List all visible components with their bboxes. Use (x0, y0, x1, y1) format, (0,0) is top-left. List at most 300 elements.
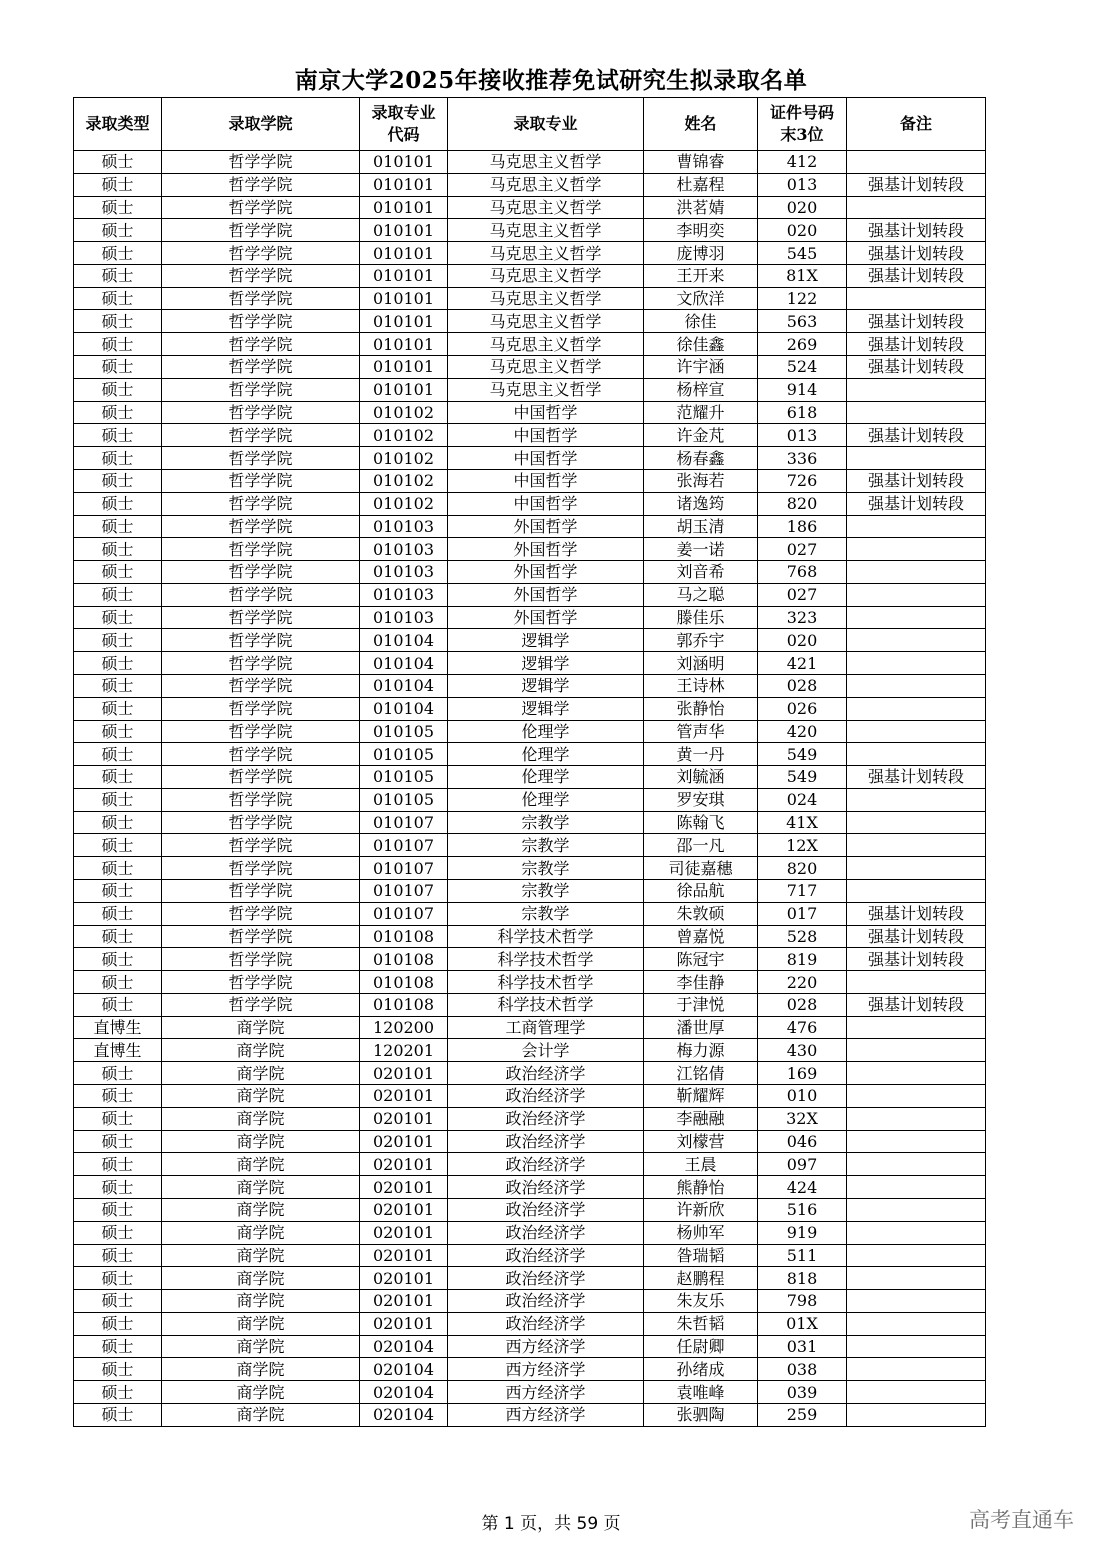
cell-college: 哲学学院 (162, 356, 360, 379)
footer-suffix: 页 (598, 1514, 621, 1534)
cell-major: 逻辑学 (448, 697, 644, 720)
cell-college: 商学院 (162, 1290, 360, 1313)
cell-id-last3: 818 (758, 1267, 847, 1290)
cell-major-code: 010104 (360, 652, 448, 675)
cell-remarks (847, 1403, 986, 1426)
cell-remarks (847, 1290, 986, 1313)
cell-name: 黄一丹 (644, 743, 758, 766)
cell-remarks (847, 697, 986, 720)
cell-major: 政治经济学 (448, 1198, 644, 1221)
cell-remarks (847, 1358, 986, 1381)
cell-college: 哲学学院 (162, 264, 360, 287)
cell-remarks: 强基计划转段 (847, 766, 986, 789)
table-row (74, 1039, 986, 1062)
cell-major-code: 010107 (360, 811, 448, 834)
cell-admission-type: 硕士 (74, 401, 162, 424)
cell-major-code: 020101 (360, 1062, 448, 1085)
cell-id-last3: 220 (758, 971, 847, 994)
footer-total-pages: 59 (576, 1514, 599, 1534)
cell-admission-type: 硕士 (74, 264, 162, 287)
table-row (74, 993, 986, 1016)
table-row (74, 515, 986, 538)
cell-college: 哲学学院 (162, 492, 360, 515)
cell-id-last3: 914 (758, 378, 847, 401)
cell-college: 商学院 (162, 1062, 360, 1085)
header-admission-type: 录取类型 (74, 98, 162, 151)
cell-major-code: 020101 (360, 1267, 448, 1290)
cell-name: 杨春鑫 (644, 447, 758, 470)
cell-admission-type: 硕士 (74, 287, 162, 310)
cell-major: 科学技术哲学 (448, 971, 644, 994)
cell-major-code: 020101 (360, 1244, 448, 1267)
cell-admission-type: 硕士 (74, 469, 162, 492)
table-row (74, 788, 986, 811)
cell-remarks (847, 538, 986, 561)
cell-major-code: 010101 (360, 378, 448, 401)
cell-major: 马克思主义哲学 (448, 333, 644, 356)
cell-remarks: 强基计划转段 (847, 242, 986, 265)
cell-name: 胡玉清 (644, 515, 758, 538)
cell-major-code: 010104 (360, 629, 448, 652)
cell-id-last3: 017 (758, 902, 847, 925)
cell-remarks (847, 1221, 986, 1244)
cell-major-code: 010103 (360, 606, 448, 629)
cell-remarks (847, 1335, 986, 1358)
cell-major-code: 010108 (360, 971, 448, 994)
cell-admission-type: 硕士 (74, 948, 162, 971)
cell-remarks (847, 1244, 986, 1267)
cell-college: 哲学学院 (162, 788, 360, 811)
cell-major: 伦理学 (448, 788, 644, 811)
cell-remarks: 强基计划转段 (847, 925, 986, 948)
cell-id-last3: 013 (758, 424, 847, 447)
cell-major: 西方经济学 (448, 1335, 644, 1358)
table-row (74, 173, 986, 196)
cell-id-last3: 412 (758, 151, 847, 174)
table-row (74, 1176, 986, 1199)
cell-admission-type: 硕士 (74, 1221, 162, 1244)
cell-major-code: 010102 (360, 424, 448, 447)
cell-remarks (847, 743, 986, 766)
cell-name: 赵鹏程 (644, 1267, 758, 1290)
cell-id-last3: 81X (758, 264, 847, 287)
cell-college: 商学院 (162, 1403, 360, 1426)
cell-id-last3: 819 (758, 948, 847, 971)
table-row (74, 492, 986, 515)
cell-college: 哲学学院 (162, 811, 360, 834)
table-row (74, 356, 986, 379)
cell-admission-type: 硕士 (74, 857, 162, 880)
table-row (74, 971, 986, 994)
cell-major-code: 010101 (360, 242, 448, 265)
cell-college: 哲学学院 (162, 242, 360, 265)
cell-name: 洪茗婧 (644, 196, 758, 219)
cell-remarks (847, 151, 986, 174)
cell-admission-type: 硕士 (74, 629, 162, 652)
table-row (74, 1062, 986, 1085)
cell-college: 哲学学院 (162, 196, 360, 219)
cell-admission-type: 硕士 (74, 196, 162, 219)
cell-admission-type: 硕士 (74, 1290, 162, 1313)
cell-major-code: 020104 (360, 1358, 448, 1381)
cell-id-last3: 020 (758, 196, 847, 219)
cell-remarks (847, 629, 986, 652)
cell-remarks (847, 1016, 986, 1039)
cell-admission-type: 硕士 (74, 515, 162, 538)
cell-id-last3: 820 (758, 857, 847, 880)
cell-major-code: 020101 (360, 1130, 448, 1153)
cell-admission-type: 硕士 (74, 606, 162, 629)
cell-major-code: 010105 (360, 766, 448, 789)
cell-name: 庞博羽 (644, 242, 758, 265)
cell-major-code: 020101 (360, 1198, 448, 1221)
cell-major-code: 020104 (360, 1381, 448, 1404)
cell-remarks (847, 606, 986, 629)
cell-remarks (847, 652, 986, 675)
cell-name: 潘世厚 (644, 1016, 758, 1039)
cell-name: 刘音希 (644, 561, 758, 584)
table-row (74, 264, 986, 287)
cell-id-last3: 726 (758, 469, 847, 492)
cell-major-code: 120200 (360, 1016, 448, 1039)
cell-id-last3: 820 (758, 492, 847, 515)
cell-name: 李佳静 (644, 971, 758, 994)
cell-remarks (847, 971, 986, 994)
cell-remarks (847, 1198, 986, 1221)
cell-major: 政治经济学 (448, 1290, 644, 1313)
footer-page-number: 1 (503, 1514, 515, 1534)
table-row (74, 652, 986, 675)
cell-name: 罗安琪 (644, 788, 758, 811)
cell-remarks: 强基计划转段 (847, 492, 986, 515)
cell-admission-type: 硕士 (74, 492, 162, 515)
cell-name: 袁唯峰 (644, 1381, 758, 1404)
cell-id-last3: 430 (758, 1039, 847, 1062)
cell-college: 商学院 (162, 1016, 360, 1039)
cell-major: 政治经济学 (448, 1085, 644, 1108)
cell-major-code: 010102 (360, 401, 448, 424)
cell-admission-type: 硕士 (74, 1062, 162, 1085)
cell-college: 商学院 (162, 1198, 360, 1221)
cell-major: 中国哲学 (448, 401, 644, 424)
cell-name: 靳耀辉 (644, 1085, 758, 1108)
cell-id-last3: 798 (758, 1290, 847, 1313)
cell-major: 马克思主义哲学 (448, 310, 644, 333)
table-row (74, 583, 986, 606)
cell-remarks (847, 561, 986, 584)
cell-name: 王晨 (644, 1153, 758, 1176)
cell-remarks (847, 857, 986, 880)
cell-admission-type: 硕士 (74, 674, 162, 697)
cell-college: 商学院 (162, 1335, 360, 1358)
cell-remarks (847, 1176, 986, 1199)
cell-college: 哲学学院 (162, 151, 360, 174)
cell-name: 诸逸筠 (644, 492, 758, 515)
table-row (74, 561, 986, 584)
cell-college: 哲学学院 (162, 766, 360, 789)
cell-admission-type: 硕士 (74, 219, 162, 242)
cell-name: 司徒嘉穗 (644, 857, 758, 880)
cell-major: 宗教学 (448, 834, 644, 857)
table-row (74, 1267, 986, 1290)
cell-major: 科学技术哲学 (448, 993, 644, 1016)
cell-college: 哲学学院 (162, 902, 360, 925)
cell-remarks (847, 1039, 986, 1062)
cell-name: 许新欣 (644, 1198, 758, 1221)
cell-major-code: 020101 (360, 1176, 448, 1199)
cell-major: 伦理学 (448, 743, 644, 766)
cell-admission-type: 硕士 (74, 925, 162, 948)
cell-remarks: 强基计划转段 (847, 469, 986, 492)
cell-college: 哲学学院 (162, 515, 360, 538)
table-row (74, 948, 986, 971)
cell-name: 许宇涵 (644, 356, 758, 379)
cell-major-code: 010101 (360, 310, 448, 333)
cell-name: 杨梓宣 (644, 378, 758, 401)
cell-major: 马克思主义哲学 (448, 287, 644, 310)
cell-id-last3: 476 (758, 1016, 847, 1039)
cell-major: 伦理学 (448, 766, 644, 789)
table-row (74, 629, 986, 652)
cell-college: 哲学学院 (162, 971, 360, 994)
cell-id-last3: 010 (758, 1085, 847, 1108)
cell-major-code: 010105 (360, 743, 448, 766)
cell-name: 管声华 (644, 720, 758, 743)
cell-id-last3: 046 (758, 1130, 847, 1153)
cell-remarks (847, 1085, 986, 1108)
cell-major-code: 010101 (360, 287, 448, 310)
table-row (74, 538, 986, 561)
cell-major-code: 010103 (360, 538, 448, 561)
cell-admission-type: 硕士 (74, 697, 162, 720)
cell-id-last3: 420 (758, 720, 847, 743)
cell-admission-type: 硕士 (74, 971, 162, 994)
cell-name: 刘檬营 (644, 1130, 758, 1153)
cell-id-last3: 511 (758, 1244, 847, 1267)
cell-major-code: 010105 (360, 788, 448, 811)
header-major: 录取专业 (448, 98, 644, 151)
table-row (74, 674, 986, 697)
cell-name: 杨帅军 (644, 1221, 758, 1244)
cell-college: 哲学学院 (162, 401, 360, 424)
cell-id-last3: 336 (758, 447, 847, 470)
cell-id-last3: 026 (758, 697, 847, 720)
cell-id-last3: 122 (758, 287, 847, 310)
cell-major: 马克思主义哲学 (448, 151, 644, 174)
cell-id-last3: 768 (758, 561, 847, 584)
footer-prefix: 第 (481, 1514, 504, 1534)
cell-major-code: 010108 (360, 993, 448, 1016)
table-row (74, 1312, 986, 1335)
cell-college: 哲学学院 (162, 993, 360, 1016)
cell-remarks (847, 447, 986, 470)
cell-remarks: 强基计划转段 (847, 993, 986, 1016)
cell-id-last3: 545 (758, 242, 847, 265)
cell-major: 逻辑学 (448, 652, 644, 675)
cell-remarks (847, 834, 986, 857)
table-row (74, 1403, 986, 1426)
cell-name: 陈翰飞 (644, 811, 758, 834)
cell-id-last3: 01X (758, 1312, 847, 1335)
cell-name: 郭乔宇 (644, 629, 758, 652)
cell-remarks (847, 674, 986, 697)
cell-id-last3: 516 (758, 1198, 847, 1221)
cell-admission-type: 硕士 (74, 333, 162, 356)
cell-remarks: 强基计划转段 (847, 219, 986, 242)
cell-admission-type: 硕士 (74, 1130, 162, 1153)
cell-id-last3: 323 (758, 606, 847, 629)
cell-major: 伦理学 (448, 720, 644, 743)
header-college: 录取学院 (162, 98, 360, 151)
cell-major-code: 010104 (360, 674, 448, 697)
cell-college: 商学院 (162, 1130, 360, 1153)
cell-name: 李融融 (644, 1107, 758, 1130)
cell-remarks (847, 583, 986, 606)
cell-id-last3: 097 (758, 1153, 847, 1176)
cell-admission-type: 硕士 (74, 811, 162, 834)
cell-major: 宗教学 (448, 857, 644, 880)
cell-major: 逻辑学 (448, 629, 644, 652)
cell-name: 徐品航 (644, 880, 758, 903)
cell-id-last3: 259 (758, 1403, 847, 1426)
cell-major-code: 010101 (360, 333, 448, 356)
cell-remarks (847, 378, 986, 401)
cell-admission-type: 硕士 (74, 1176, 162, 1199)
cell-remarks: 强基计划转段 (847, 333, 986, 356)
cell-name: 许金芃 (644, 424, 758, 447)
cell-remarks (847, 720, 986, 743)
cell-major-code: 020101 (360, 1221, 448, 1244)
cell-id-last3: 563 (758, 310, 847, 333)
cell-remarks: 强基计划转段 (847, 310, 986, 333)
cell-id-last3: 618 (758, 401, 847, 424)
cell-admission-type: 硕士 (74, 378, 162, 401)
cell-major-code: 020104 (360, 1403, 448, 1426)
cell-college: 哲学学院 (162, 538, 360, 561)
cell-id-last3: 020 (758, 629, 847, 652)
cell-college: 哲学学院 (162, 583, 360, 606)
table-row (74, 469, 986, 492)
cell-major: 政治经济学 (448, 1062, 644, 1085)
table-header-row (74, 98, 986, 151)
table-row (74, 1107, 986, 1130)
cell-name: 张驷陶 (644, 1403, 758, 1426)
cell-id-last3: 269 (758, 333, 847, 356)
cell-remarks (847, 1381, 986, 1404)
cell-name: 于津悦 (644, 993, 758, 1016)
cell-major: 马克思主义哲学 (448, 378, 644, 401)
cell-id-last3: 169 (758, 1062, 847, 1085)
cell-college: 哲学学院 (162, 834, 360, 857)
cell-major: 外国哲学 (448, 561, 644, 584)
cell-major-code: 010101 (360, 219, 448, 242)
cell-id-last3: 549 (758, 743, 847, 766)
cell-admission-type: 硕士 (74, 902, 162, 925)
cell-major-code: 010107 (360, 902, 448, 925)
cell-major: 西方经济学 (448, 1358, 644, 1381)
table-row (74, 242, 986, 265)
cell-remarks (847, 196, 986, 219)
cell-college: 哲学学院 (162, 674, 360, 697)
cell-major-code: 010103 (360, 515, 448, 538)
cell-college: 商学院 (162, 1312, 360, 1335)
cell-major-code: 010108 (360, 948, 448, 971)
cell-admission-type: 硕士 (74, 1267, 162, 1290)
cell-name: 张海若 (644, 469, 758, 492)
cell-remarks (847, 1153, 986, 1176)
cell-major-code: 020101 (360, 1085, 448, 1108)
table-row (74, 1381, 986, 1404)
cell-major: 会计学 (448, 1039, 644, 1062)
cell-admission-type: 硕士 (74, 356, 162, 379)
cell-college: 哲学学院 (162, 310, 360, 333)
cell-major-code: 010102 (360, 469, 448, 492)
cell-id-last3: 717 (758, 880, 847, 903)
cell-major: 逻辑学 (448, 674, 644, 697)
cell-major-code: 020101 (360, 1290, 448, 1313)
table-row (74, 1290, 986, 1313)
cell-major: 政治经济学 (448, 1153, 644, 1176)
table-row (74, 743, 986, 766)
cell-college: 商学院 (162, 1244, 360, 1267)
table-row (74, 857, 986, 880)
cell-id-last3: 031 (758, 1335, 847, 1358)
cell-major: 宗教学 (448, 811, 644, 834)
cell-major: 宗教学 (448, 880, 644, 903)
cell-remarks (847, 515, 986, 538)
cell-admission-type: 硕士 (74, 1153, 162, 1176)
cell-admission-type: 硕士 (74, 173, 162, 196)
header-id-last3-text: 证件号码末3位 (769, 103, 834, 144)
cell-major: 宗教学 (448, 902, 644, 925)
cell-name: 范耀升 (644, 401, 758, 424)
cell-name: 孙绪成 (644, 1358, 758, 1381)
cell-id-last3: 028 (758, 993, 847, 1016)
cell-college: 商学院 (162, 1176, 360, 1199)
cell-name: 徐佳 (644, 310, 758, 333)
cell-college: 商学院 (162, 1381, 360, 1404)
document-title: 南京大学2025年接收推荐免试研究生拟录取名单 (294, 67, 808, 94)
table-row (74, 1221, 986, 1244)
cell-name: 刘毓涵 (644, 766, 758, 789)
cell-name: 曾嘉悦 (644, 925, 758, 948)
cell-major-code: 010107 (360, 834, 448, 857)
cell-name: 张静怡 (644, 697, 758, 720)
cell-admission-type: 硕士 (74, 242, 162, 265)
cell-id-last3: 027 (758, 583, 847, 606)
table-row (74, 1130, 986, 1153)
cell-name: 熊静怡 (644, 1176, 758, 1199)
cell-id-last3: 027 (758, 538, 847, 561)
cell-remarks: 强基计划转段 (847, 948, 986, 971)
table-row (74, 196, 986, 219)
cell-college: 商学院 (162, 1107, 360, 1130)
cell-admission-type: 硕士 (74, 788, 162, 811)
cell-name: 昝瑞韬 (644, 1244, 758, 1267)
cell-admission-type: 直博生 (74, 1016, 162, 1039)
cell-major: 马克思主义哲学 (448, 219, 644, 242)
cell-remarks (847, 401, 986, 424)
footer-middle: 页，共 (514, 1514, 577, 1534)
cell-major-code: 010108 (360, 925, 448, 948)
cell-major: 政治经济学 (448, 1130, 644, 1153)
table-row (74, 834, 986, 857)
cell-name: 李明奕 (644, 219, 758, 242)
header-major-code (360, 98, 448, 151)
table-row (74, 720, 986, 743)
table-row (74, 1085, 986, 1108)
cell-college: 哲学学院 (162, 378, 360, 401)
